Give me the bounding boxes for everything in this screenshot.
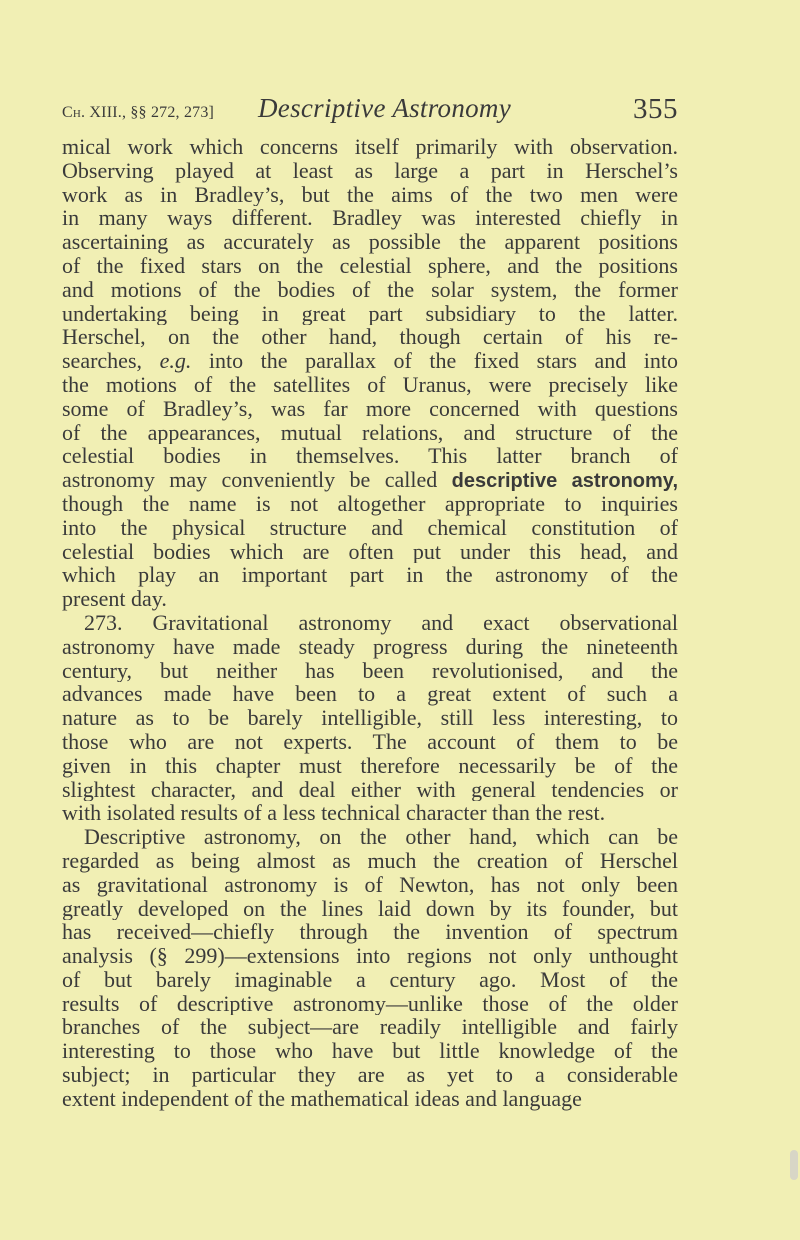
text-segment: century, but neither has been revolutionised, and the [62, 658, 678, 683]
text-line [62, 730, 678, 754]
text-line [62, 849, 678, 873]
text-line [62, 801, 678, 825]
text-line [62, 325, 678, 349]
text-line [62, 302, 678, 326]
text-line [62, 682, 678, 706]
text-segment: Herschel, on the other hand, though certain of his re- [62, 325, 678, 350]
text-segment: into the parallax of the fixed stars and into [191, 349, 678, 373]
text-segment: mical work which concerns itself primarily with observation. [62, 135, 678, 159]
text-line [62, 992, 678, 1016]
text-line [62, 135, 678, 159]
text-segment: analysis (§ 299)—extensions into regions not only unthought [62, 944, 678, 968]
text-line [62, 540, 678, 564]
text-segment: has received—chiefly through the invention of spectrum [62, 920, 678, 945]
text-line [62, 1039, 678, 1063]
text-segment: with isolated results of a less technical character than the rest. [62, 801, 606, 826]
page-number: 355 [633, 93, 678, 125]
text-line [62, 659, 678, 683]
text-segment: extent independent of the mathematical ideas and language [62, 1086, 582, 1111]
text-segment: ascertaining as accurately as possible the apparent positions [62, 230, 678, 254]
text-segment: those who are not experts. The account of them to be [62, 729, 678, 754]
text-line [62, 778, 678, 802]
text-segment: celestial bodies which are often put under this head, and [62, 539, 678, 564]
text-segment: present day. [62, 587, 167, 611]
body-text [62, 135, 678, 1111]
text-segment: regarded as being almost as much the creation of Herschel [62, 848, 678, 873]
page-edge-mark [790, 1150, 798, 1180]
text-line [62, 754, 678, 778]
text-segment: as gravitational astronomy is of Newton, has not only been [62, 872, 678, 897]
text-line [62, 968, 678, 992]
text-line [62, 468, 678, 492]
text-segment: results of descriptive astronomy—unlike those of the older [62, 991, 678, 1016]
text-segment: astronomy have made steady progress during the nineteenth [62, 634, 678, 659]
text-segment: advances made have been to a great extent of such a [62, 682, 678, 707]
text-segment: Descriptive astronomy, on the other hand, which can be [84, 825, 678, 849]
text-segment: undertaking being in great part subsidiary to the latter. [62, 301, 678, 326]
text-segment: searches, [62, 349, 160, 373]
text-segment: celestial bodies in themselves. This latter branch of [62, 444, 678, 469]
text-segment: of the fixed stars on the celestial sphere, and the positions [62, 253, 678, 278]
text-segment: branches of the subject—are readily intelligible and fairly [62, 1015, 678, 1040]
text-line [62, 611, 678, 635]
text-segment: Observing played at least as large a part in Herschel’s [62, 158, 678, 183]
running-head [62, 92, 678, 126]
text-line [62, 206, 678, 230]
text-segment: interesting to those who have but little knowledge of the [62, 1039, 678, 1064]
italic-abbreviation: e.g. [159, 349, 192, 373]
text-segment: 273. Gravitational astronomy and exact observational [84, 610, 678, 635]
text-line [62, 254, 678, 278]
text-line [62, 230, 678, 254]
text-line [62, 516, 678, 540]
text-line [62, 397, 678, 421]
text-line [62, 825, 678, 849]
text-segment: into the physical structure and chemical constitution of [62, 515, 678, 540]
text-line [62, 563, 678, 587]
text-line [62, 1015, 678, 1039]
text-line [62, 897, 678, 921]
text-segment: of but barely imaginable a century ago. Most of the [62, 967, 678, 992]
text-segment: given in this chapter must therefore necessarily be of the [62, 753, 678, 778]
text-line [62, 706, 678, 730]
text-line [62, 159, 678, 183]
text-line [62, 421, 678, 445]
text-line [62, 492, 678, 516]
text-line [62, 920, 678, 944]
text-line [62, 349, 678, 373]
chapter-reference: Ch. XIII., §§ 272, 273] [62, 104, 215, 121]
text-line [62, 183, 678, 207]
text-line [62, 373, 678, 397]
text-segment: of the appearances, mutual relations, and structure of the [62, 420, 678, 445]
text-line [62, 1087, 678, 1111]
text-segment: greatly developed on the lines laid down by its founder, but [62, 896, 678, 921]
text-segment: slightest character, and deal either with general tendencies or [62, 777, 678, 802]
text-segment: the motions of the satellites of Uranus, were precisely like [62, 372, 678, 397]
text-line [62, 944, 678, 968]
text-segment: nature as to be barely intelligible, still less interesting, to [62, 706, 678, 730]
text-segment: and motions of the bodies of the solar system, the former [62, 277, 678, 302]
text-line [62, 444, 678, 468]
text-segment: which play an important part in the astronomy of the [62, 563, 678, 588]
text-segment: astronomy may conveniently be called [62, 468, 452, 492]
text-line [62, 873, 678, 897]
text-line [62, 278, 678, 302]
bold-term: descriptive astronomy, [451, 470, 678, 492]
text-line [62, 587, 678, 611]
running-title: Descriptive Astronomy [258, 93, 512, 123]
text-segment: work as in Bradley’s, but the aims of the two men were [62, 182, 678, 207]
text-line [62, 635, 678, 659]
text-segment: subject; in particular they are as yet to a considerable [62, 1063, 678, 1087]
text-line [62, 1063, 678, 1087]
text-segment: in many ways different. Bradley was interested chiefly in [62, 206, 678, 231]
text-segment: some of Bradley’s, was far more concerned with questions [62, 396, 678, 421]
text-segment: though the name is not altogether appropriate to inquiries [62, 491, 678, 516]
